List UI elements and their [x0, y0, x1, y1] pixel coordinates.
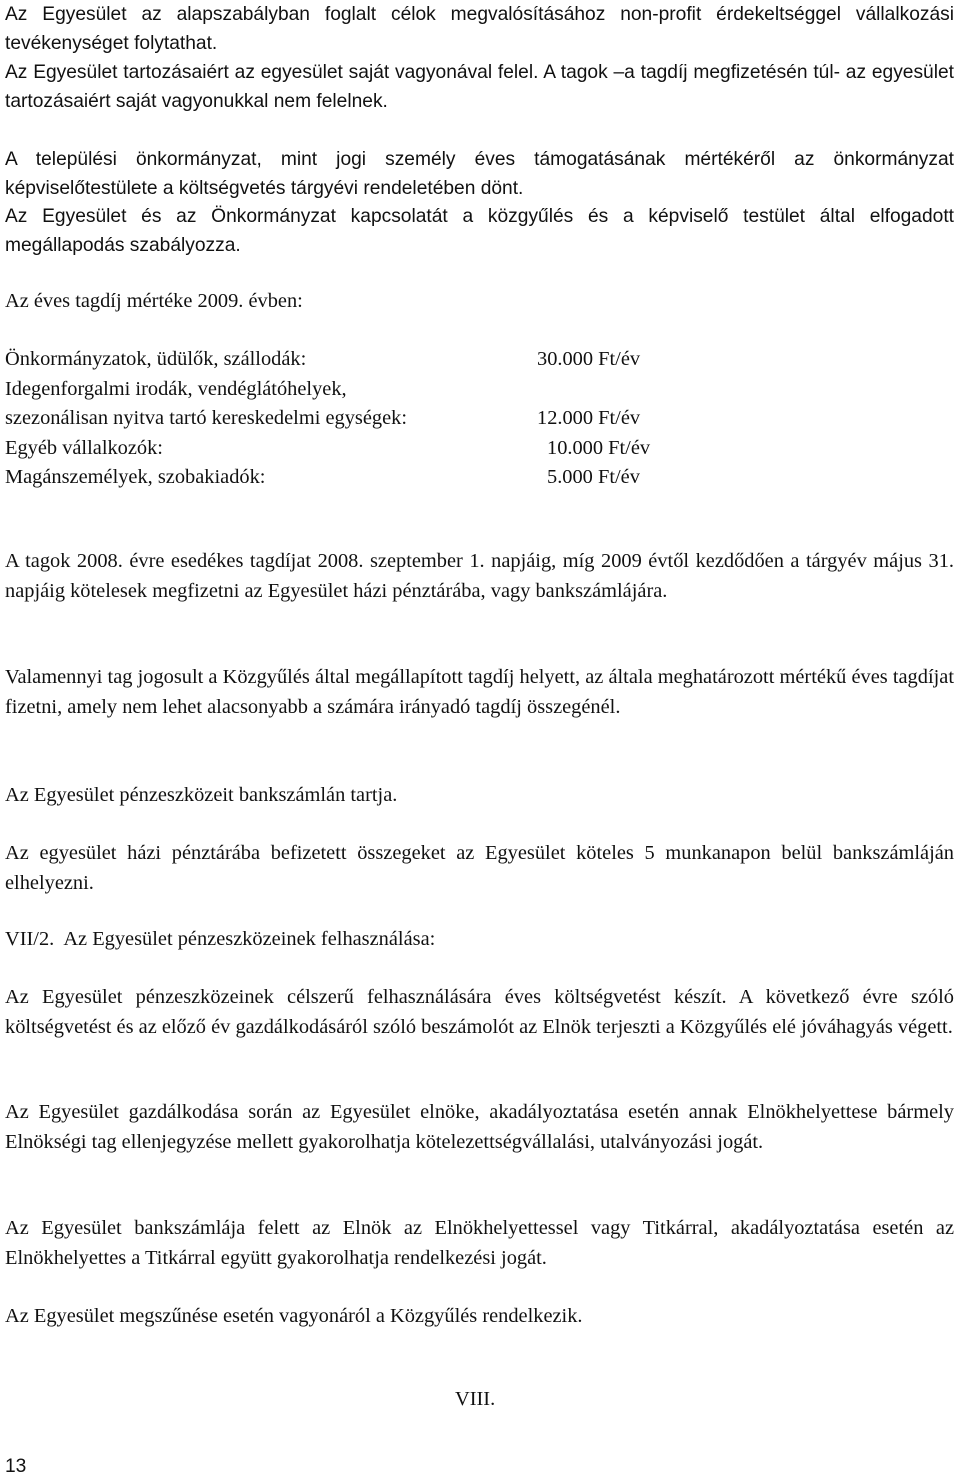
section-heading-viii: VIII. [455, 1388, 496, 1410]
paragraph-municipal-support: A települési önkormányzat, mint jogi személy éves támogatásának mértékéről az önkormányzat képviselőtestülete a költségvetés tárgyévi rendeletében dönt. [5, 149, 954, 199]
paragraph-nonprofit: Az Egyesület az alapszabályban foglalt célok megvalósításához non-profit érdekeltséggel vállalkozási tevékenységet folytathat. [5, 4, 954, 54]
paragraph-custom-fee: Valamennyi tag jogosult a Közgyűlés által megállapított tagdíj helyett, az általa meghatározott mértékű éves tagdíjat fizetni, amely nem lehet alacsonyabb a számára irányadó tagdíj összegénél. [5, 666, 954, 718]
fee-amount: 5.000 Ft/év [547, 466, 640, 488]
fee-row [5, 375, 954, 405]
paragraph-liability: Az Egyesület tartozásaiért az egyesület saját vagyonával felel. A tagok –a tagdíj megfizetésén túl- az egyesület tartozásaiért saját vagyonukkal nem felelnek. [5, 62, 954, 112]
page-number: 13 [5, 1456, 27, 1477]
fee-label: Idegenforgalmi irodák, vendéglátóhelyek, [5, 377, 347, 400]
paragraph-relationship: Az Egyesület és az Önkormányzat kapcsolatát a közgyűlés és a képviselő testület által elfogadott megállapodás szabályozza. [5, 206, 954, 256]
fee-amount: 12.000 Ft/év [537, 407, 641, 429]
fee-heading: Az éves tagdíj mértéke 2009. évben: [5, 290, 303, 312]
fee-label: szezonálisan nyitva tartó kereskedelmi egységek: [5, 407, 407, 429]
fee-label: Egyéb vállalkozók: [5, 436, 163, 459]
fee-row [5, 345, 954, 375]
fee-label: Magánszemélyek, szobakiadók: [5, 466, 266, 488]
fee-row [5, 434, 954, 464]
fee-table [5, 345, 954, 493]
paragraph-dissolution: Az Egyesület megszűnése esetén vagyonáról a Közgyűlés rendelkezik. [5, 1305, 583, 1327]
paragraph-payment-deadline: A tagok 2008. évre esedékes tagdíjat 2008. szeptember 1. napjáig, míg 2009 évtől kezdődően a tárgyév május 31. napjáig kötelesek megfizetni az Egyesület házi pénztárába, vagy bankszámlájára. [5, 550, 954, 602]
fee-label: Önkormányzatok, üdülők, szállodák: [5, 348, 307, 370]
paragraph-management: Az Egyesület gazdálkodása során az Egyesület elnöke, akadályoztatása esetén annak Elnökhelyettese bármely Elnökségi tag ellenjegyzése mellett gyakorolhatja kötelezettségvállalási, utalványozási jogát. [5, 1101, 954, 1153]
fee-row [5, 404, 954, 434]
paragraph-bank-account: Az Egyesület pénzeszközeit bankszámlán tartja. [5, 784, 398, 806]
fee-row [5, 463, 954, 493]
section-heading-vii-2: VII/2. Az Egyesület pénzeszközeinek felhasználása: [5, 928, 436, 950]
fee-amount: 30.000 Ft/év [537, 348, 641, 370]
paragraph-budget: Az Egyesület pénzeszközeinek célszerű felhasználására éves költségvetést készít. A következő évre szóló költségvetést és az előző év gazdálkodásáról szóló beszámolót az Elnök terjeszti a Közgyűlés elé jóváhagyás végett. [5, 986, 954, 1038]
paragraph-bank-authority: Az Egyesület bankszámlája felett az Elnök az Elnökhelyettessel vagy Titkárral, akadályoztatása esetén az Elnökhelyettes a Titkárral együtt gyakorolhatja rendelkezési jogát. [5, 1217, 954, 1269]
paragraph-cash-deposit: Az egyesület házi pénztárába befizetett összegeket az Egyesület köteles 5 munkanapon belül bankszámláján elhelyezni. [5, 842, 954, 894]
fee-amount: 10.000 Ft/év [547, 436, 651, 459]
